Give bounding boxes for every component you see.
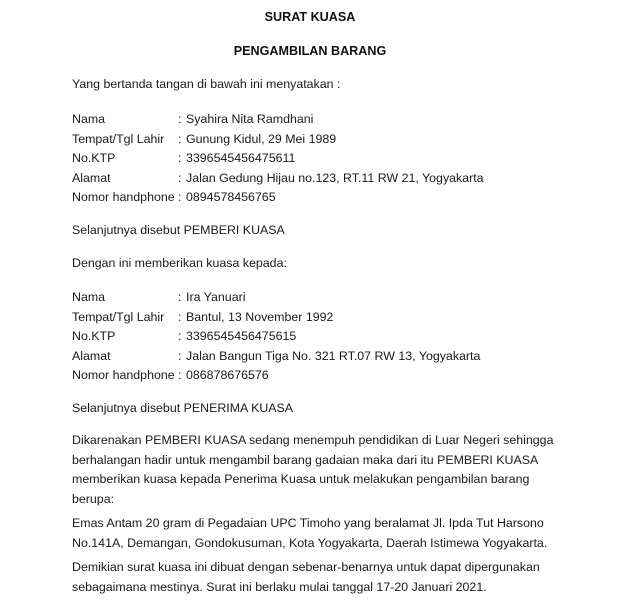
field-label: Nomor handphone (72, 368, 175, 382)
field-colon: : (178, 309, 182, 324)
document-title: SURAT KUASA (264, 10, 356, 24)
field-label: Tempat/Tgl Lahir (72, 309, 165, 324)
field-label: Alamat (72, 170, 111, 185)
field-colon: : (178, 290, 182, 304)
grantee-row-name (72, 288, 245, 306)
reason-paragraph: Dikarenakan PEMBERI KUASA sedang menempuh pendidikan di Luar Negeri sehingga berhalangan hadir untuk mengambil barang gadaian maka dari itu PEMBERI KUASA memberikan kuasa kepada Penerima Kuasa untuk melakukan pengambilan barang berupa: (72, 433, 554, 506)
field-colon: : (178, 131, 182, 146)
field-label: Nomor handphone (72, 190, 175, 204)
field-label: Alamat (72, 348, 111, 363)
field-value: 3396545456475611 (186, 151, 296, 165)
intro-text: Yang bertanda tangan di bawah ini menyatakan : (72, 77, 341, 91)
grantor-row-birth (72, 130, 336, 148)
field-value: 086878676576 (186, 368, 269, 382)
field-colon: : (178, 190, 182, 204)
grantee-row-birth (72, 308, 333, 326)
field-colon: : (178, 170, 182, 185)
field-value: Syahira Nita Ramdhani (186, 112, 314, 126)
field-colon: : (178, 368, 182, 382)
grantee-row-phone (72, 366, 269, 384)
field-value: 3396545456475615 (186, 329, 297, 343)
field-label: Nama (72, 112, 106, 126)
grantor-row-address (72, 169, 484, 187)
field-value: Jalan Bangun Tiga No. 321 RT.07 RW 13, Yogyakarta (186, 348, 481, 363)
field-value: Jalan Gedung Hijau no.123, RT.11 RW 21, Yogyakarta (186, 170, 484, 185)
grant-statement: Dengan ini memberikan kuasa kepada: (72, 256, 287, 270)
field-label: Nama (72, 290, 106, 304)
grantor-row-name (72, 110, 313, 128)
field-value: Gunung Kidul, 29 Mei 1989 (186, 131, 337, 146)
field-label: No.KTP (72, 329, 116, 343)
closing-paragraph: Demikian surat kuasa ini dibuat dengan sebenar-benarnya untuk dapat dipergunakan sebagaimana mestinya. Surat ini berlaku mulai tanggal 17-20 Januari 2021. (72, 560, 540, 594)
field-value: Ira Yanuari (186, 290, 246, 304)
field-value: Bantul, 13 November 1992 (186, 309, 334, 324)
document-subtitle: PENGAMBILAN BARANG (233, 44, 387, 58)
grantor-row-ktp (72, 149, 295, 167)
field-colon: : (178, 348, 182, 363)
grantee-row-ktp (72, 327, 296, 345)
grantor-designation: Selanjutnya disebut PEMBERI KUASA (72, 223, 285, 237)
field-label: Tempat/Tgl Lahir (72, 131, 165, 146)
grantee-row-address (72, 347, 480, 365)
field-label: No.KTP (72, 151, 116, 165)
field-colon: : (178, 151, 182, 165)
grantor-row-phone (72, 188, 276, 206)
field-colon: : (178, 329, 182, 343)
field-colon: : (178, 112, 182, 126)
grantee-designation: Selanjutnya disebut PENERIMA KUASA (72, 401, 294, 415)
field-value: 0894578456765 (186, 190, 276, 204)
item-paragraph: Emas Antam 20 gram di Pegadaian UPC Timoho yang beralamat Jl. Ipda Tut Harsono No.141A, Demangan, Gondokusuman, Kota Yogyakarta, Daerah Istimewa Yogyakarta. (72, 516, 548, 550)
